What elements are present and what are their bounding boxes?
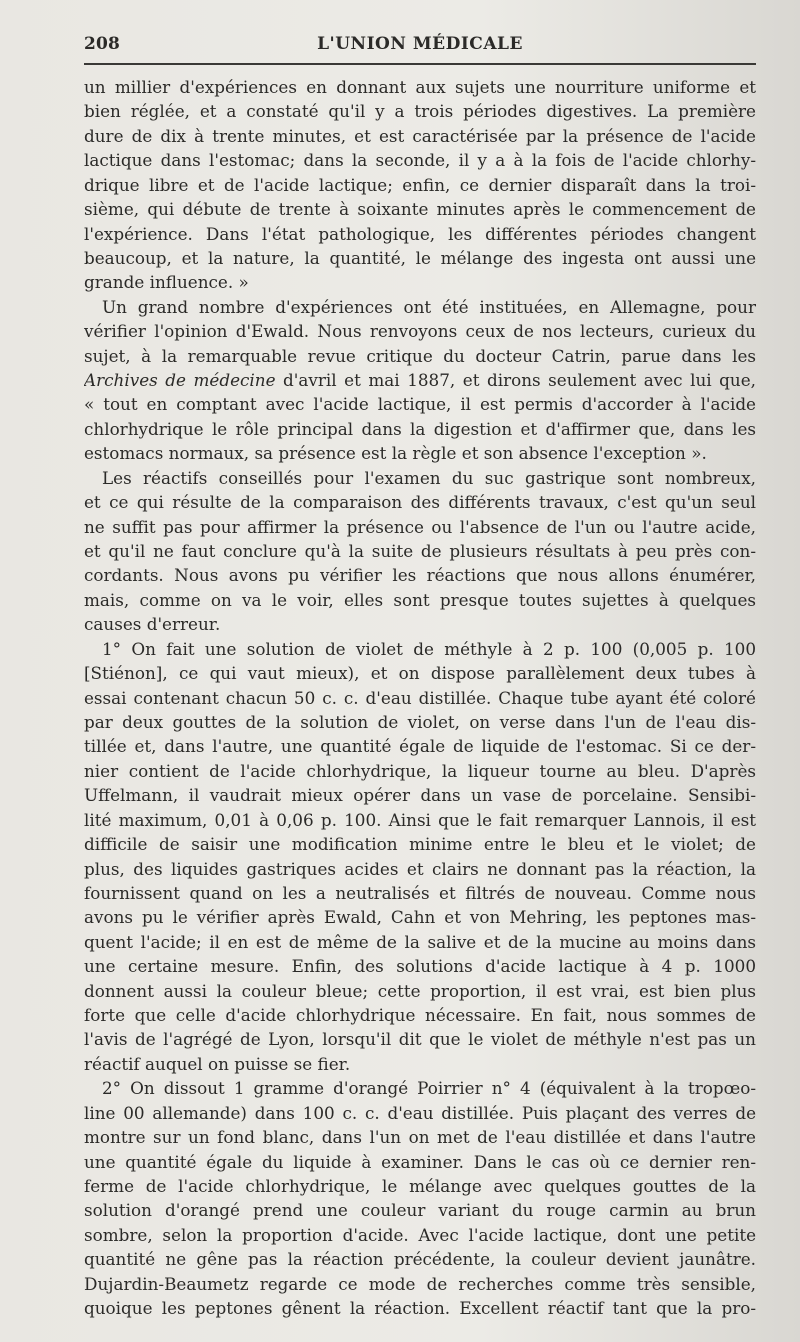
text-line: sujet, à la remarquable revue critique du docteur Catrin, parue dans les: [84, 345, 756, 366]
text-line: difficile de saisir une modification minime entre le bleu et le violet; de: [84, 834, 756, 855]
body-text: [84, 75, 756, 1321]
text-line: un millier d'expériences en donnant aux sujets une nourriture uniforme et: [84, 77, 756, 97]
text-line: drique libre et de l'acide lactique; enfin, ce dernier disparaît dans la troi-: [84, 174, 756, 195]
text-line: line 00 allemande) dans 100 c. c. d'eau distillée. Puis plaçant des verres de: [84, 1102, 756, 1123]
text-line: réactif auquel on puisse se fier.: [84, 1053, 351, 1074]
text-line: Dujardin-Beaumetz regarde ce mode de recherches comme très sensible,: [84, 1273, 756, 1294]
text-line: vérifier l'opinion d'Ewald. Nous renvoyons ceux de nos lecteurs, curieux du: [84, 321, 756, 342]
text-line: sième, qui débute de trente à soixante minutes après le commencement de: [84, 199, 756, 220]
text-line: avons pu le vérifier après Ewald, Cahn et von Mehring, les peptones mas-: [84, 907, 756, 928]
text-line: ferme de l'acide chlorhydrique, le mélange avec quelques gouttes de la: [84, 1175, 756, 1196]
text-line: plus, des liquides gastriques acides et clairs ne donnant pas la réaction, la: [84, 858, 756, 879]
text-line: Les réactifs conseillés pour l'examen du suc gastrique sont nombreux,: [102, 467, 756, 488]
text-line: l'expérience. Dans l'état pathologique, les différentes périodes changent: [84, 223, 756, 244]
text-line: tillée et, dans l'autre, une quantité égale de liquide de l'estomac. Si ce der-: [84, 736, 756, 757]
text-line: [Stiénon], ce qui vaut mieux), et on dispose parallèlement deux tubes à: [84, 663, 756, 684]
text-line: beaucoup, et la nature, la quantité, le mélange des ingesta ont aussi une: [84, 247, 756, 268]
text-line: lité maximum, 0,01 à 0,06 p. 100. Ainsi que le fait remarquer Lannois, il est: [84, 809, 756, 830]
text-line: quantité ne gêne pas la réaction précédente, la couleur devient jaunâtre.: [84, 1249, 756, 1270]
text-line: nier contient de l'acide chlorhydrique, la liqueur tourne au bleu. D'après: [84, 760, 756, 781]
text-line: donnent aussi la couleur bleue; cette proportion, il est vrai, est bien plus: [84, 980, 756, 1001]
text-line: quent l'acide; il en est de même de la salive et de la mucine au moins dans: [84, 931, 756, 952]
text-line: 2° On dissout 1 gramme d'orangé Poirrier n° 4 (équivalent à la tropœo-: [102, 1078, 756, 1099]
text-line: Un grand nombre d'expériences ont été instituées, en Allemagne, pour: [102, 296, 756, 317]
text-line: 1° On fait une solution de violet de méthyle à 2 p. 100 (0,005 p. 100: [102, 638, 756, 659]
text-line: estomacs normaux, sa présence est la règle et son absence l'exception ».: [84, 443, 707, 464]
page-number: 208: [84, 34, 121, 54]
text-line: fournissent quand on les a neutralisés et filtrés de nouveau. Comme nous: [84, 882, 756, 903]
text-line: causes d'erreur.: [84, 614, 221, 635]
text-line: mais, comme on va le voir, elles sont presque toutes sujettes à quelques: [84, 589, 756, 610]
text-line: chlorhydrique le rôle principal dans la digestion et d'affirmer que, dans les: [84, 418, 756, 439]
text-line: grande influence. »: [84, 272, 249, 293]
text-line: forte que celle d'acide chlorhydrique nécessaire. En fait, nous sommes de: [84, 1005, 756, 1026]
text-line: quoique les peptones gênent la réaction. Excellent réactif tant que la pro-: [84, 1298, 756, 1319]
header-rule: [84, 63, 756, 65]
text-line: une certaine mesure. Enfin, des solutions d'acide lactique à 4 p. 1000: [84, 956, 756, 977]
text-line: et ce qui résulte de la comparaison des différents travaux, c'est qu'un seul: [84, 492, 756, 513]
text-line: lactique dans l'estomac; dans la seconde, il y a à la fois de l'acide chlorhy-: [84, 150, 756, 171]
text-line: Uffelmann, il vaudrait mieux opérer dans un vase de porcelaine. Sensibi-: [84, 785, 756, 806]
text-line: bien réglée, et a constaté qu'il y a trois périodes digestives. La première: [84, 101, 756, 122]
running-title: L'UNION MÉDICALE: [317, 34, 523, 54]
text-line: ne suffit pas pour affirmer la présence ou l'absence de l'un ou l'autre acide,: [84, 516, 756, 537]
text-line: dure de dix à trente minutes, et est caractérisée par la présence de l'acide: [84, 125, 756, 146]
text-line: et qu'il ne faut conclure qu'à la suite de plusieurs résultats à peu près con-: [84, 541, 756, 562]
text-line: sombre, selon la proportion d'acide. Avec l'acide lactique, dont une petite: [84, 1224, 756, 1245]
text-line: une quantité égale du liquide à examiner. Dans le cas où ce dernier ren-: [84, 1151, 756, 1172]
text-line: montre sur un fond blanc, dans l'un on met de l'eau distillée et dans l'autre: [84, 1127, 756, 1148]
text-line: solution d'orangé prend une couleur variant du rouge carmin au brun: [84, 1200, 756, 1221]
text-line: par deux gouttes de la solution de violet, on verse dans l'un de l'eau dis-: [84, 711, 756, 732]
page-header: [84, 28, 756, 62]
text-line: essai contenant chacun 50 c. c. d'eau distillée. Chaque tube ayant été coloré: [84, 687, 756, 708]
text-line: cordants. Nous avons pu vérifier les réactions que nous allons énumérer,: [84, 565, 756, 586]
journal-title: Archives de médecine: [84, 370, 276, 391]
text-line: « tout en comptant avec l'acide lactique, il est permis d'accorder à l'acide: [84, 394, 756, 415]
text-line: Archives de médecine d'avril et mai 1887, et dirons seulement avec lui que,: [84, 370, 756, 391]
text-line: l'avis de l'agrégé de Lyon, lorsqu'il dit que le violet de méthyle n'est pas un: [84, 1029, 756, 1050]
